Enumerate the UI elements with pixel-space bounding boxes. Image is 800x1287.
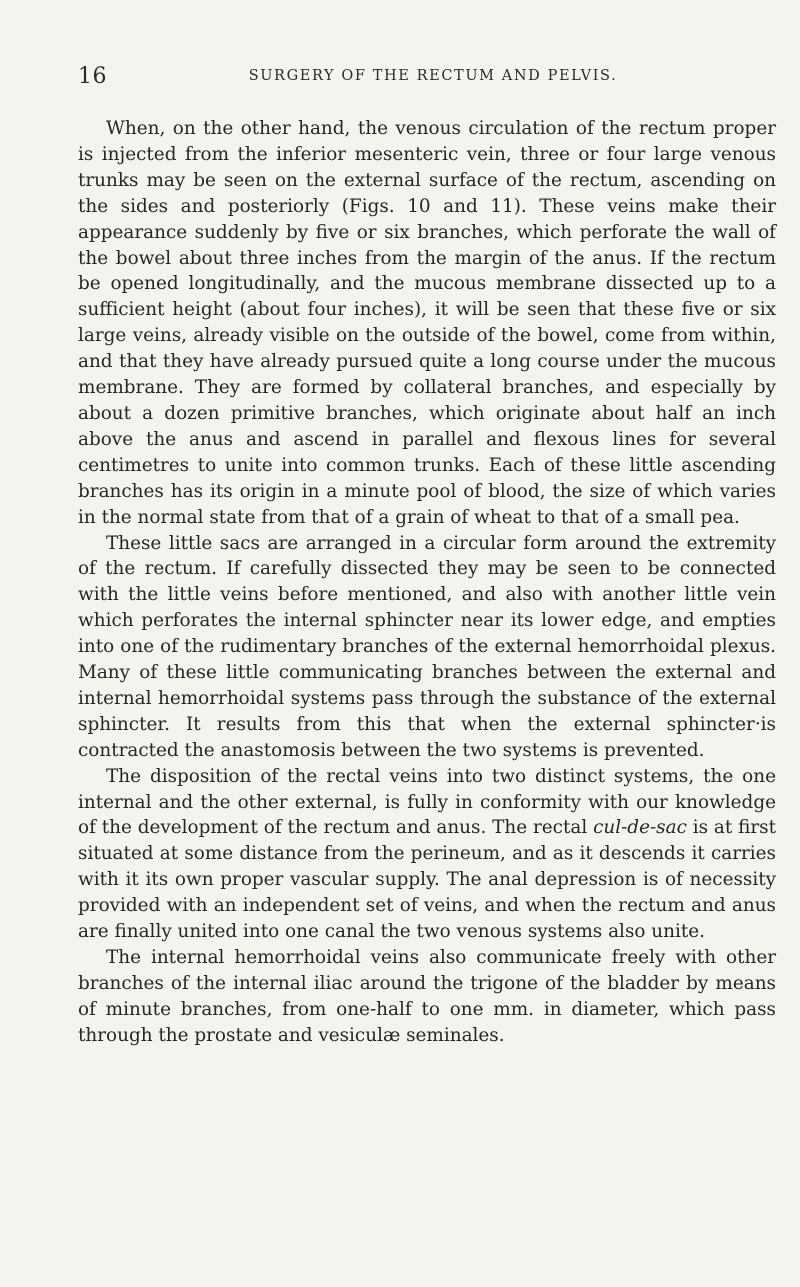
page-number: 16 (78, 64, 107, 89)
paragraph-1: When, on the other hand, the venous circulation of the rectum proper is injected from the inferior mesenteric vein, three or four large venous trunks may be seen on the external surface of the rectum, ascending on the sides and posteriorly (Figs. 10 and 11). These veins make their appearance suddenly by five or six branches, which perforate the wall of the bowel about three inches from the margin of the anus. If the rectum be opened longitudinally, and the mucous membrane dissected up to a sufficient height (about four inches), it will be seen that these five or six large veins, already visible on the outside of the bowel, come from within, and that they have already pursued quite a long course under the mucous membrane. They are formed by collateral branches, and especially by about a dozen primitive branches, which originate about half an inch above the anus and ascend in parallel and flexous lines for several centimetres to unite into common trunks. Each of these little ascending branches has its origin in a minute pool of blood, the size of which varies in the normal state from that of a grain of wheat to that of a small pea. (78, 118, 776, 528)
paragraph-3-text-start: The disposition of the rectal veins into two distinct systems, the one internal and the other external, is fully in conformity with our knowledge of the development of the rectum and anus. The rectal (78, 765, 776, 839)
italic-term-cul-de-sac: cul-de-sac (593, 817, 687, 839)
running-title: SURGERY OF THE RECTUM AND PELVIS. (248, 68, 618, 84)
paragraph-4: The internal hemorrhoidal veins also communicate freely with other branches of the internal iliac around the trigone of the bladder by means of minute branches, from one-half to one mm. in diameter, which pass through the prostate and vesiculæ seminales. (78, 947, 776, 1046)
paragraph-2: These little sacs are arranged in a circular form around the extremity of the rectum. If carefully dissected they may be seen to be connected with the little veins before mentioned, and also with another little vein which perforates the internal sphincter near its lower edge, and empties into one of the rudimentary branches of the external hemorrhoidal plexus. Many of these little communicating branches between the external and internal hemorrhoidal systems pass through the substance of the external sphincter. It results from this that when the external sphincter·is contracted the anastomosis between the two systems is prevented. (78, 532, 776, 761)
body-text (78, 116, 776, 1049)
paragraph-3-text-end: is at first situated at some distance from the perineum, and as it descends it carries with it its own proper vascular supply. The anal depression is of necessity provided with an independent set of veins, and when the rectum and anus are finally united into one canal the two venous systems also unite. (78, 817, 776, 943)
paragraph-3 (78, 764, 776, 945)
running-head (78, 64, 778, 90)
